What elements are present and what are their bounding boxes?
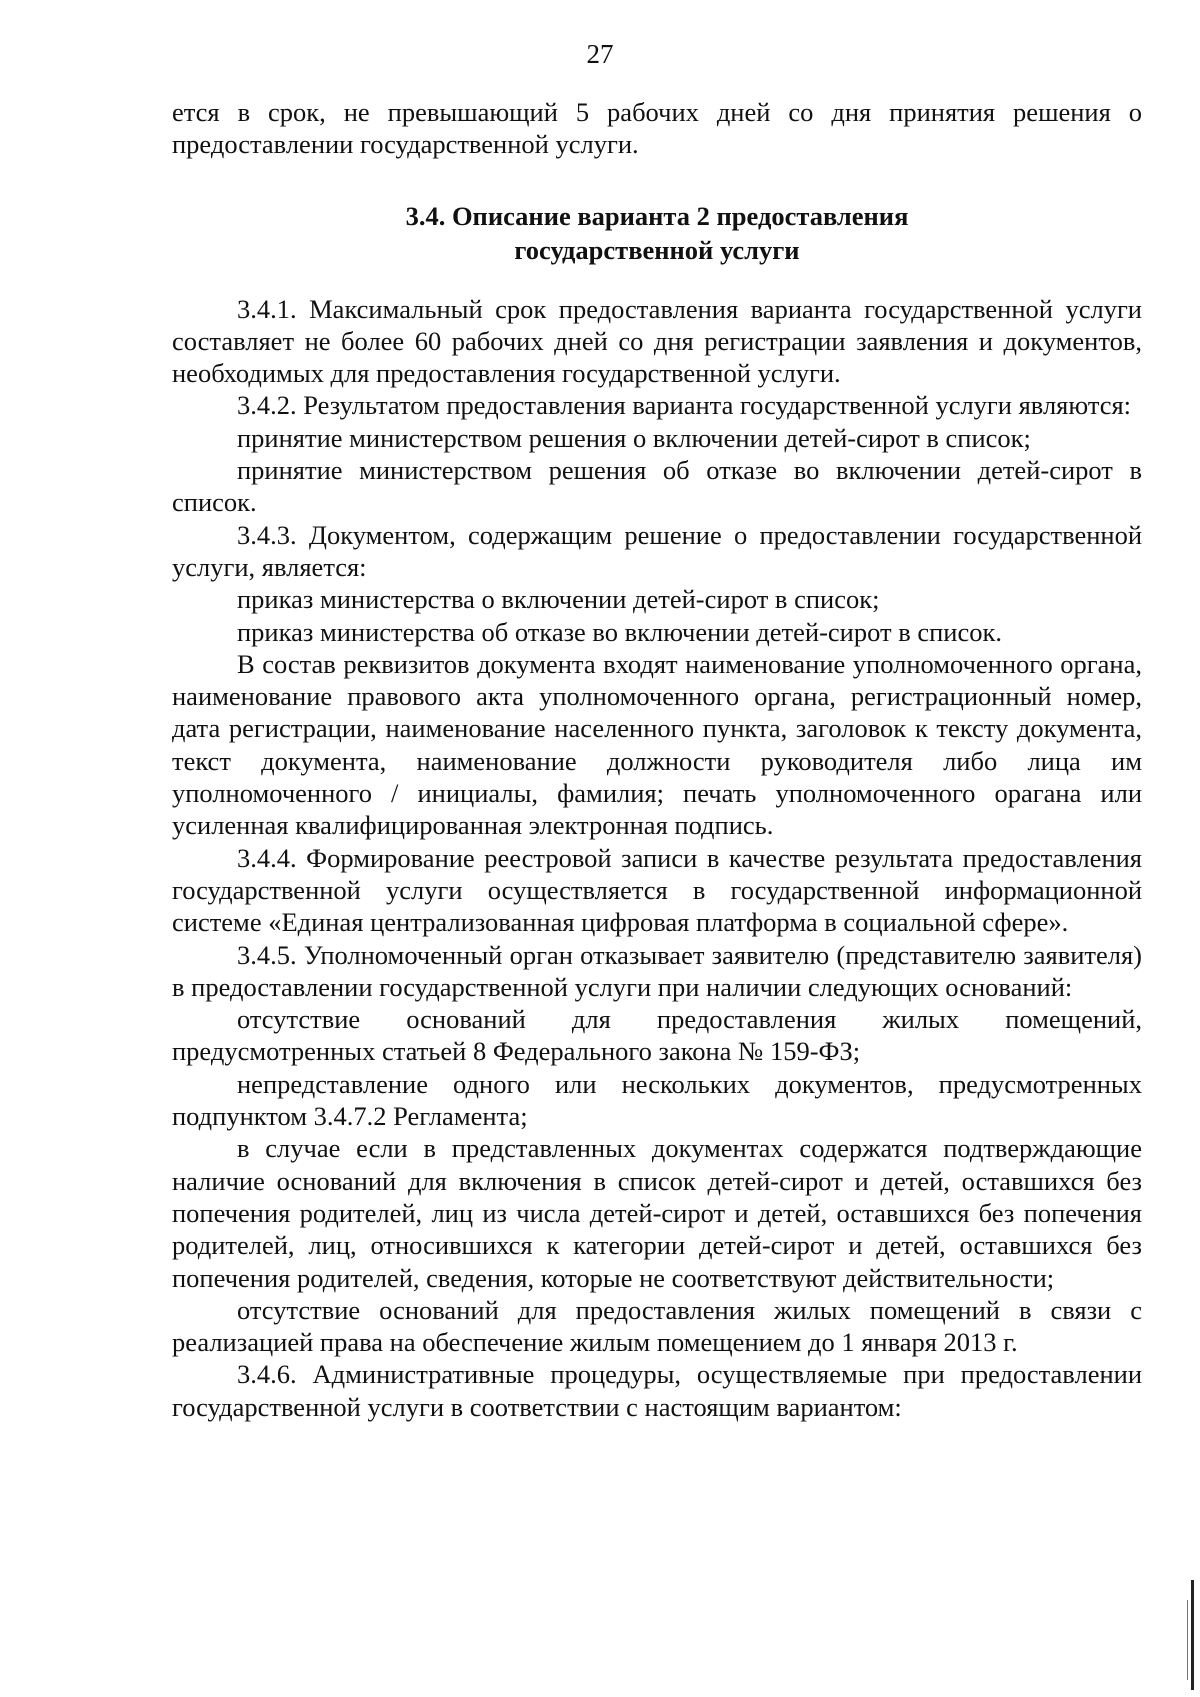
scan-edge-mark — [1191, 1580, 1194, 1690]
document-item-refusal-order: приказ министерства об отказе во включении детей-сирот в список. — [237, 616, 1002, 647]
refusal-ground-2: непредставление одного или нескольких документов, предусмотренных подпунктом 3.4.7.2 Регламента; — [172, 1068, 1142, 1132]
intro-paragraph: ется в срок, не превышающий 5 рабочих дней со дня принятия решения о предоставлении государственной услуги. — [172, 97, 1142, 160]
paragraph-3-4-2: 3.4.2. Результатом предоставления варианта государственной услуги являются: — [237, 390, 1132, 421]
paragraph-3-4-6: 3.4.6. Административные процедуры, осуществляемые при предоставлении государственной услуги в соответствии с настоящим вариантом: — [172, 1359, 1142, 1422]
page-number: 27 — [586, 39, 614, 69]
document-item-inclusion-order: приказ министерства о включении детей-сирот в список; — [237, 584, 880, 615]
section-heading — [172, 199, 1142, 267]
paragraph-3-4-4: 3.4.4. Формирование реестровой записи в качестве результата предоставления государственной услуги осуществляется в государственной информационной системе «Единая централизованная цифровая платформа в социальной сфере». — [172, 842, 1142, 938]
section-heading-line-1: 3.4. Описание варианта 2 предоставления — [405, 200, 909, 231]
refusal-ground-1: отсутствие оснований для предоставления жилых помещений, предусмотренных статьей 8 Федерального закона № 159-ФЗ; — [172, 1004, 1142, 1067]
paragraph-3-4-1: 3.4.1. Максимальный срок предоставления варианта государственной услуги составляет не более 60 рабочих дней со дня регистрации заявления и документов, необходимых для предоставления государственной услуги. — [172, 293, 1142, 389]
refusal-ground-4: отсутствие оснований для предоставления жилых помещений в связи с реализацией права на обеспечение жилым помещением до 1 января 2013 г. — [172, 1294, 1142, 1358]
section-heading-line-2: государственной услуги — [514, 234, 800, 265]
refusal-ground-3: в случае если в представленных документах содержатся подтверждающие наличие оснований для включения в список детей-сирот и детей, оставшихся без попечения родителей, лиц из числа детей-сирот и детей, оставшихся без попечения родителей, лиц, относившихся к категории детей-сирот и детей, оставшихся без попечения родителей, сведения, которые не соответствуют действительности; — [172, 1133, 1142, 1293]
document-body — [172, 96, 1142, 1423]
result-item-inclusion: принятие министерством решения о включении детей-сирот в список; — [237, 422, 1031, 453]
result-item-refusal: принятие министерством решения об отказе во включении детей-сирот в список. — [172, 455, 1142, 518]
scan-edge-mark-thin — [1187, 1600, 1188, 1680]
paragraph-3-4-5: 3.4.5. Уполномоченный орган отказывает заявителю (представителю заявителя) в предоставлении государственной услуги при наличии следующих оснований: — [172, 939, 1142, 1002]
paragraph-document-requisites: В состав реквизитов документа входят наименование уполномоченного органа, наименование правового акта уполномоченного органа, регистрационный номер, дата регистрации, наименование населенного пункта, заголовок к тексту документа, текст документа, наименование должности руководителя либо лица им уполномоченного / инициалы, фамилия; печать уполномоченного орагана или усиленная квалифицированная электронная подпись. — [172, 648, 1142, 841]
paragraph-3-4-3: 3.4.3. Документом, содержащим решение о предоставлении государственной услуги, является: — [172, 519, 1142, 582]
